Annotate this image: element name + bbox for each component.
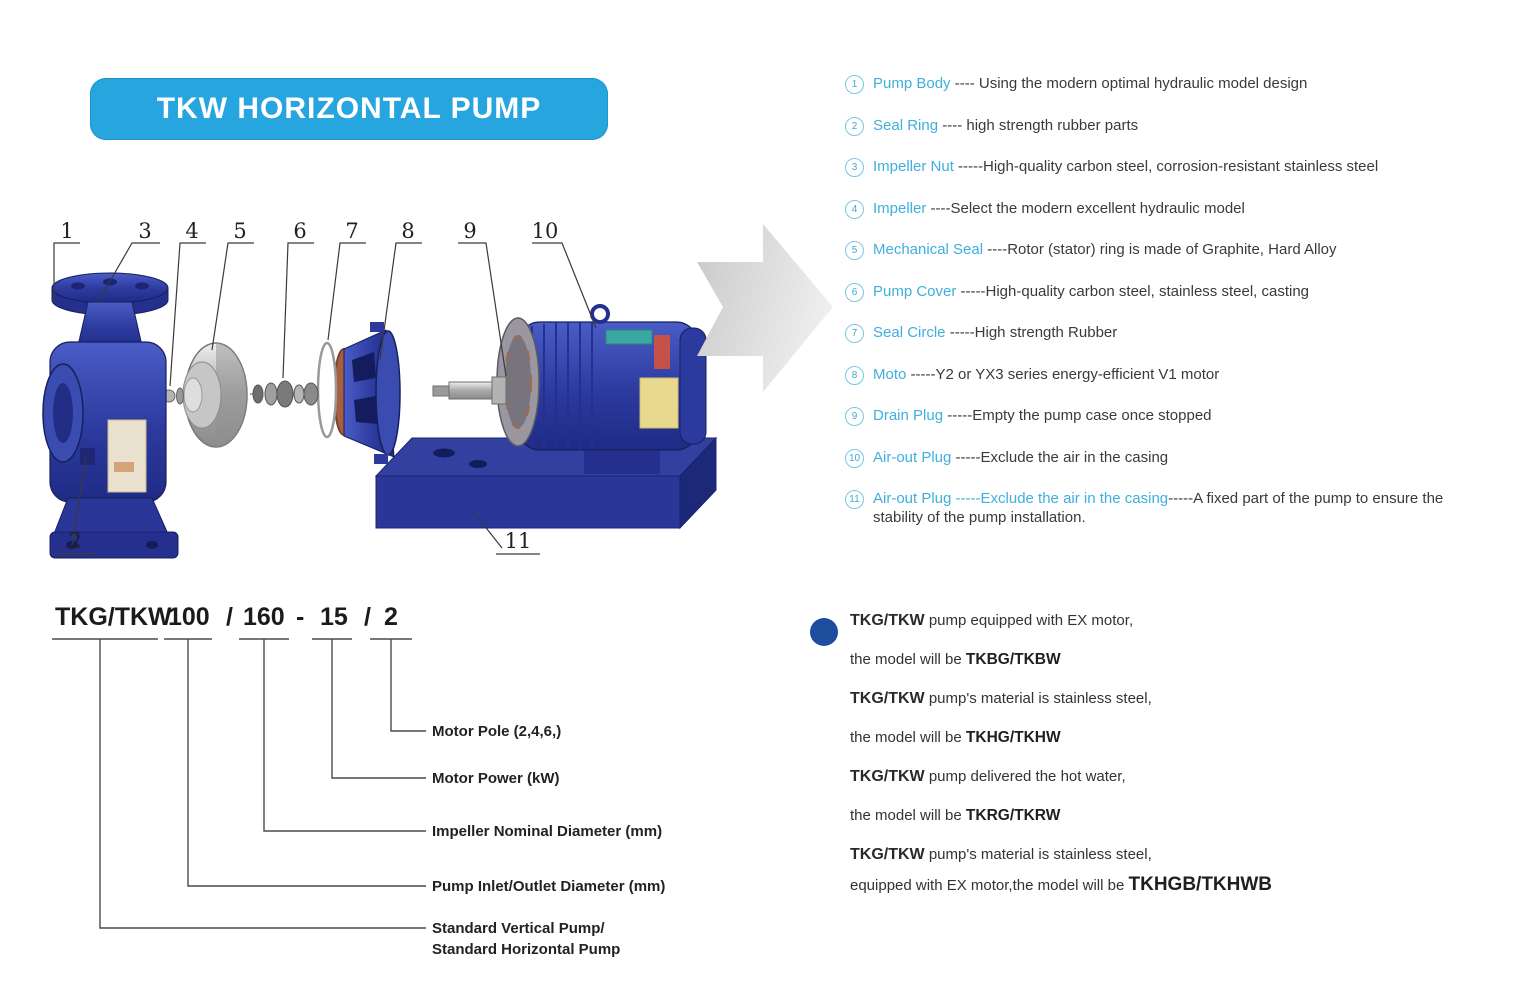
part-number-badge: 4 xyxy=(845,200,864,219)
part-number-badge: 11 xyxy=(845,490,864,509)
part-number-badge: 9 xyxy=(845,407,864,426)
part-name: Mechanical Seal xyxy=(873,241,984,258)
part-list-item xyxy=(845,116,1485,136)
part-list-item xyxy=(845,157,1485,177)
part-name: Moto xyxy=(873,365,907,383)
part-list-item xyxy=(845,282,1485,302)
diagram-number: 11 xyxy=(504,529,532,553)
label-standard-pump-1: Standard Vertical Pump/ xyxy=(432,920,605,937)
part-number-badge: 10 xyxy=(845,449,864,468)
part-desc: -----A fixed part of the pump to ensure the stability of the pump installation. xyxy=(873,490,1444,526)
pump-body-shape xyxy=(43,273,178,558)
diagram-number: 10 xyxy=(531,219,559,243)
part-name: Pump Body xyxy=(873,75,951,92)
model-segment: / xyxy=(226,603,233,631)
diagram-number: 7 xyxy=(345,219,359,243)
part-desc: ----Rotor (stator) ring is made of Graphite, Hard Alloy xyxy=(983,241,1337,258)
part-name: Pump Cover xyxy=(873,282,957,300)
pump-cover-shape xyxy=(334,322,400,464)
part-list-item xyxy=(845,199,1485,219)
part-list-item xyxy=(845,240,1485,260)
model-code-labels xyxy=(432,723,665,958)
diagram-number: 1 xyxy=(60,219,74,243)
part-number-badge: 1 xyxy=(845,75,864,94)
part-name: Air-out Plug xyxy=(873,490,952,507)
part-desc: ----Select the modern excellent hydraulic model xyxy=(926,199,1245,217)
part-desc: -----High-quality carbon steel, corrosion-resistant stainless steel xyxy=(953,158,1379,175)
note-line: the model will be TKRG/TKRW xyxy=(850,807,1061,824)
diagram-number: 2 xyxy=(68,529,82,553)
diagram-number: 9 xyxy=(463,219,477,243)
diagram-number: 5 xyxy=(233,219,247,243)
arrow-right-icon xyxy=(695,212,835,402)
part-desc: -----Y2 or YX3 series energy-efficient V1 motor xyxy=(906,365,1220,383)
model-code-segments xyxy=(55,603,398,631)
model-segment: 15 xyxy=(320,603,348,631)
part-name: Seal Ring xyxy=(873,116,939,134)
model-segment: 160 xyxy=(243,603,285,631)
part-number-badge: 7 xyxy=(845,324,864,343)
part-number-badge: 2 xyxy=(845,117,864,136)
label-inlet-outlet: Pump Inlet/Outlet Diameter (mm) xyxy=(432,878,666,895)
part-desc: -----Exclude the air in the casing xyxy=(951,448,1169,466)
impeller-shape xyxy=(183,343,247,447)
model-segment: TKG/TKW xyxy=(55,603,172,631)
part-list-item xyxy=(845,323,1485,343)
title-banner xyxy=(90,78,608,140)
note-line: TKG/TKW pump's material is stainless steel, xyxy=(850,846,1152,863)
part-name: Air-out Plug xyxy=(873,448,952,466)
model-code-lines xyxy=(52,639,426,928)
label-motor-power: Motor Power (kW) xyxy=(432,770,560,787)
model-segment: - xyxy=(296,603,305,631)
part-desc-blue: -----Exclude the air in the casing xyxy=(951,490,1169,507)
page-title: TKW HORIZONTAL PUMP xyxy=(156,92,542,125)
mechanical-seal-shape xyxy=(243,381,318,407)
note-line: the model will be TKHG/TKHW xyxy=(850,729,1061,746)
part-number-badge: 6 xyxy=(845,283,864,302)
part-list-item xyxy=(845,74,1485,94)
diagram-number: 6 xyxy=(293,219,307,243)
part-list-item xyxy=(845,406,1485,426)
part-number-badge: 5 xyxy=(845,241,864,260)
part-name: Drain Plug xyxy=(873,407,944,424)
note-line: TKG/TKW pump delivered the hot water, xyxy=(850,768,1126,785)
model-notes xyxy=(808,612,1448,913)
part-desc: ---- high strength rubber parts xyxy=(938,116,1139,134)
part-list-item xyxy=(845,489,1485,527)
part-name: Seal Circle xyxy=(873,324,946,341)
note-line: the model will be TKBG/TKBW xyxy=(850,651,1061,668)
note-line: TKG/TKW pump's material is stainless steel, xyxy=(850,690,1152,707)
part-number-badge: 8 xyxy=(845,366,864,385)
seal-circle-shape xyxy=(318,343,336,437)
model-code-diagram xyxy=(40,593,740,988)
parts-list xyxy=(845,74,1485,549)
part-list-item xyxy=(845,365,1485,385)
label-motor-pole: Motor Pole (2,4,6,) xyxy=(432,723,562,740)
part-desc: -----High-quality carbon steel, stainless steel, casting xyxy=(956,282,1310,300)
part-list-item xyxy=(845,448,1485,468)
shaft-shape xyxy=(433,377,506,404)
model-segment: / xyxy=(364,603,371,631)
model-segment: 2 xyxy=(384,603,398,631)
model-segment: 100 xyxy=(168,603,210,631)
bullet-dot-icon xyxy=(810,618,838,646)
diagram-number: 3 xyxy=(138,219,152,243)
pump-exploded-diagram xyxy=(40,210,750,575)
part-name: Impeller Nut xyxy=(873,158,954,175)
note-line: TKG/TKW pump equipped with EX motor, xyxy=(850,612,1134,629)
diagram-number: 8 xyxy=(401,219,415,243)
part-number-badge: 3 xyxy=(845,158,864,177)
part-desc: -----Empty the pump case once stopped xyxy=(943,407,1212,424)
part-name: Impeller xyxy=(873,199,927,217)
part-desc: ---- Using the modern optimal hydraulic model design xyxy=(950,75,1308,92)
base-shape xyxy=(376,438,716,528)
diagram-number: 4 xyxy=(185,219,199,243)
label-standard-pump-2: Standard Horizontal Pump xyxy=(432,941,621,958)
part-desc: -----High strength Rubber xyxy=(945,324,1118,341)
note-line: equipped with EX motor,the model will be TKHGB/TKHWB xyxy=(850,874,1273,895)
label-impeller-diameter: Impeller Nominal Diameter (mm) xyxy=(432,823,663,840)
